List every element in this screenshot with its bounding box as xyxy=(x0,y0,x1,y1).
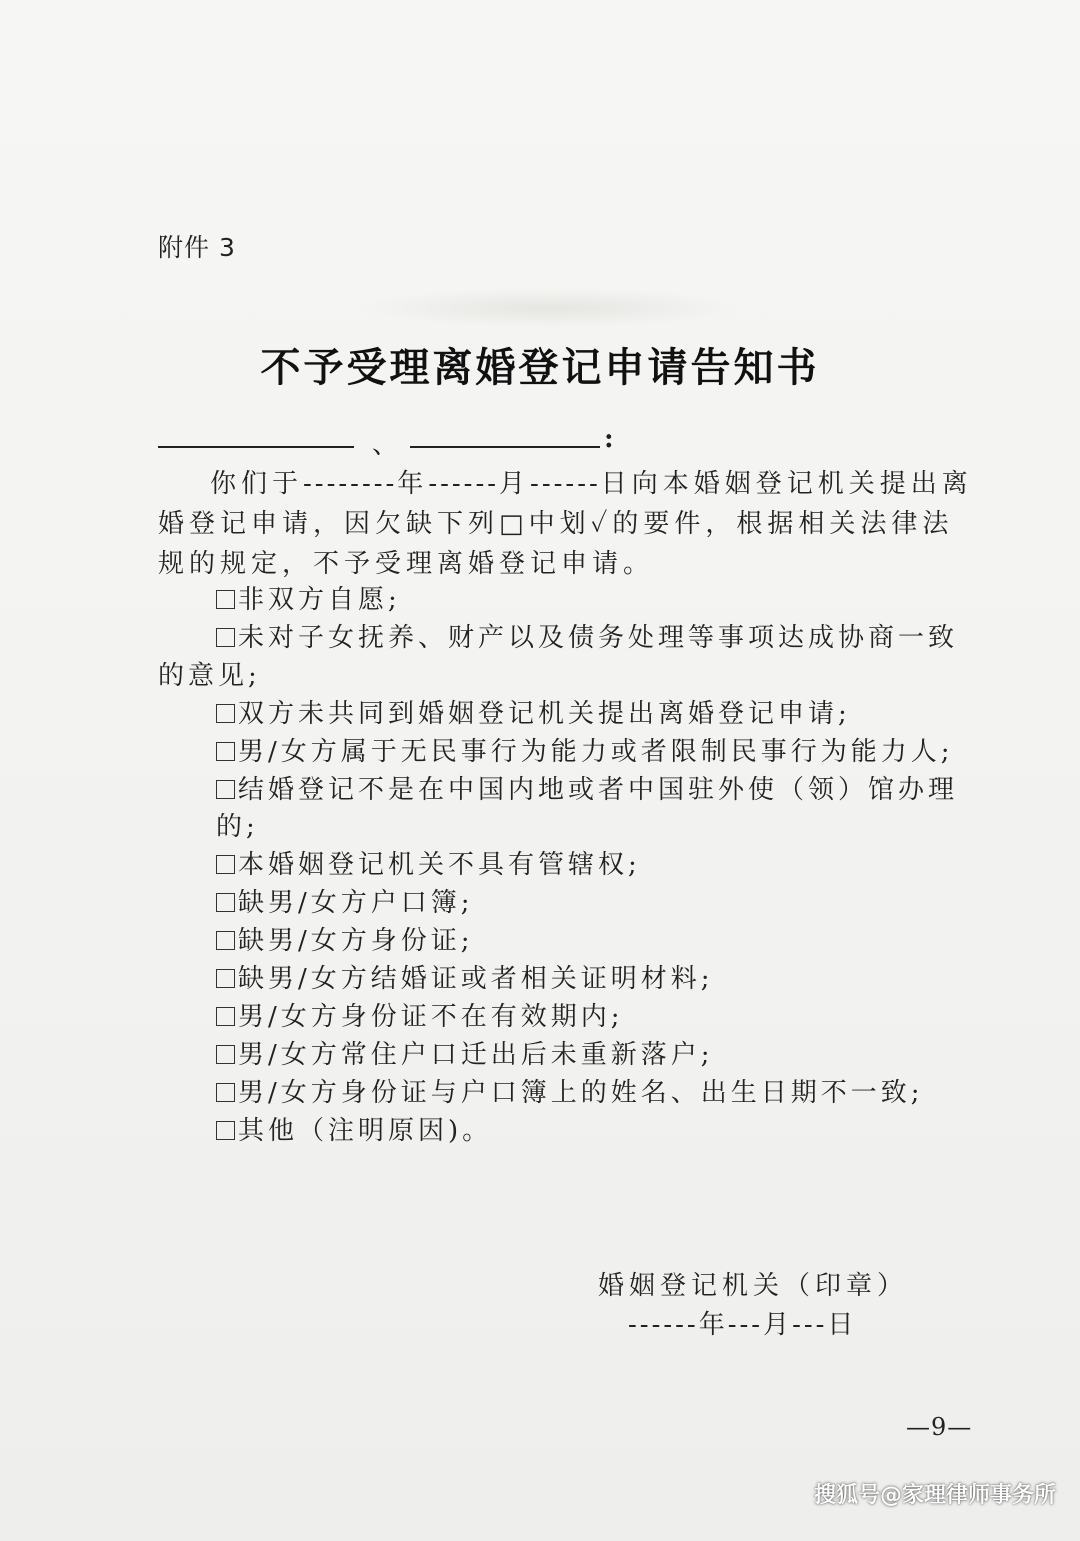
checkbox-icon xyxy=(216,742,235,761)
checklist-item: 缺男/女方身份证; xyxy=(158,923,978,961)
checklist-item: 缺男/女方户口簿; xyxy=(158,885,978,923)
checkbox-icon xyxy=(216,1083,235,1102)
checklist-item: 结婚登记不是在中国内地或者中国驻外使（领）馆办理的; xyxy=(216,774,959,843)
checklist-item: 缺男/女方结婚证或者相关证明材料; xyxy=(158,961,978,999)
checklist-item: 双方未共同到婚姻登记机关提出离婚登记申请; xyxy=(158,696,978,734)
month-char: 月 xyxy=(499,469,531,499)
source-watermark: 搜狐号@家理律师事务所 xyxy=(813,1483,1056,1508)
checkbox-icon xyxy=(216,704,235,723)
checkbox-icon xyxy=(216,893,235,912)
checklist-item: 未对子女抚养、财产以及债务处理等事项达成协商一致的意见; xyxy=(158,622,959,691)
intro-paragraph xyxy=(158,464,978,584)
checklist-item: 男/女方身份证不在有效期内; xyxy=(158,999,978,1037)
addressee-blank-1 xyxy=(158,446,354,448)
bleed-through-smudge xyxy=(360,288,740,328)
page-number: —9— xyxy=(906,1413,973,1441)
checkbox-icon xyxy=(216,590,235,609)
checkbox-icon xyxy=(216,969,235,988)
document-title: 不予受理离婚登记申请告知书 xyxy=(260,344,820,391)
year-char: 年 xyxy=(397,469,429,499)
checkbox-icon xyxy=(216,855,235,874)
day-blank: ------ xyxy=(530,469,601,499)
month-blank: ------ xyxy=(428,469,500,499)
checklist xyxy=(158,582,978,1151)
attachment-label: 附件 3 xyxy=(158,233,236,262)
checkbox-icon xyxy=(216,931,235,950)
checkbox-icon xyxy=(216,1007,235,1026)
checkbox-icon xyxy=(216,1121,235,1140)
intro-text-2: 日向本婚姻登记机关提出离婚登记申请，因欠缺下列□中划✓的要件，根据相关法律法规的规定，不予受理离婚登记申请。 xyxy=(158,469,973,579)
issuing-authority: 婚姻登记机关（印章） xyxy=(598,1271,909,1301)
checklist-item: 男/女方身份证与户口簿上的姓名、出生日期不一致; xyxy=(158,1075,978,1113)
addressee-line xyxy=(158,424,628,460)
checkbox-icon xyxy=(216,1045,235,1064)
issue-date-blank: ------年---月---日 xyxy=(628,1310,857,1340)
checklist-item: 本婚姻登记机关不具有管辖权; xyxy=(158,847,978,885)
checkbox-icon xyxy=(216,780,235,799)
checklist-item: 男/女方属于无民事行为能力或者限制民事行为能力人; xyxy=(158,734,978,772)
year-blank: -------- xyxy=(303,469,398,499)
addressee-blank-2 xyxy=(410,446,600,448)
addressee-separator: 、 xyxy=(372,430,399,460)
addressee-colon: : xyxy=(604,424,614,454)
checklist-item: 男/女方常住户口迁出后未重新落户; xyxy=(158,1037,978,1075)
intro-text-1: 你们于 xyxy=(210,469,304,499)
checklist-item: 非双方自愿; xyxy=(158,582,978,620)
checkbox-icon xyxy=(216,628,235,647)
checklist-item: 其他（注明原因)。 xyxy=(158,1113,978,1151)
